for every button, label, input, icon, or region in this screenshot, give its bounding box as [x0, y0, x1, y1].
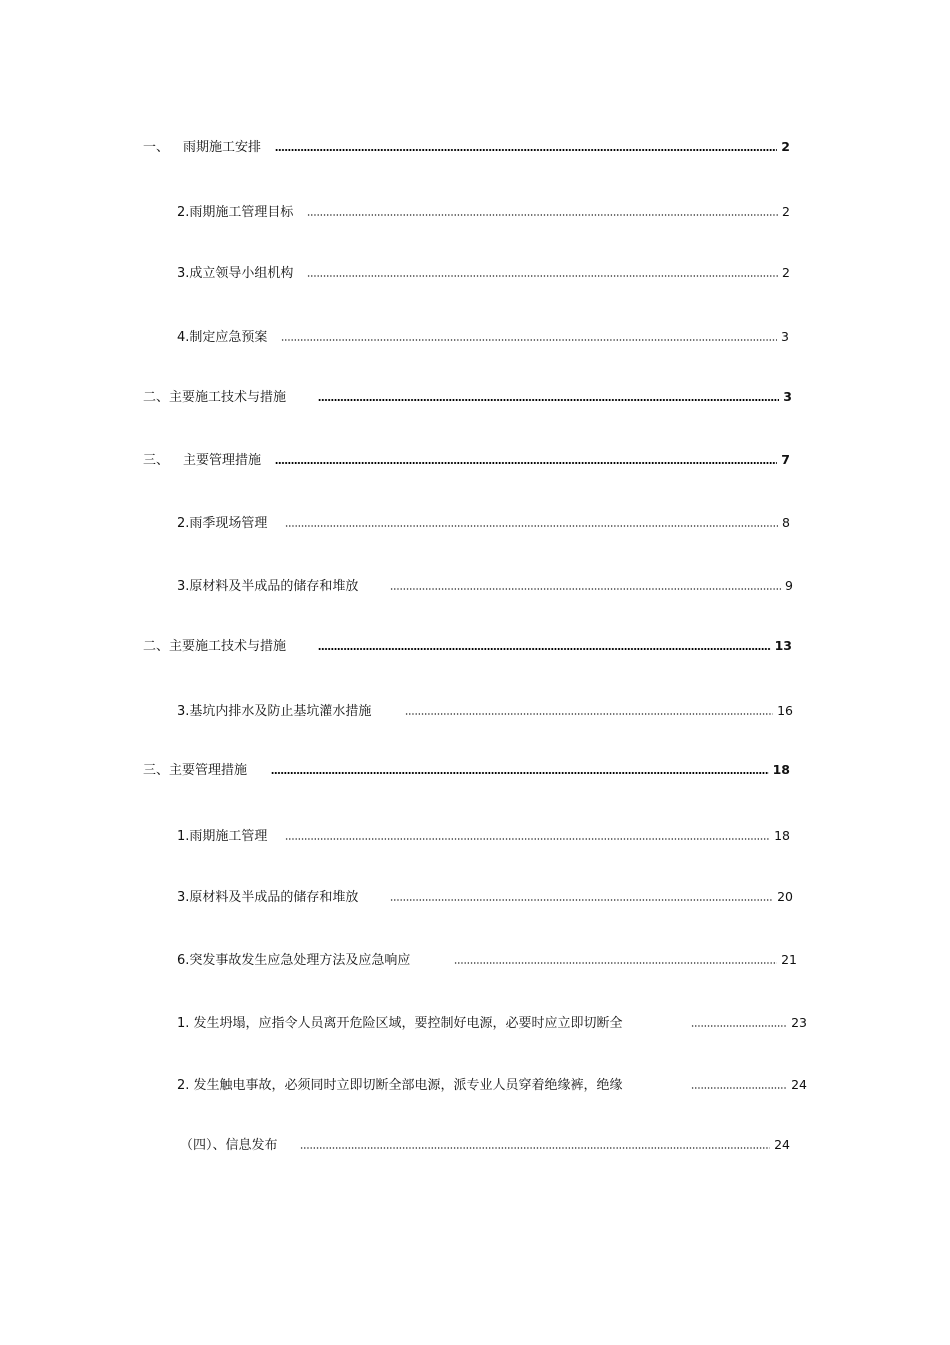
toc-entry-8[interactable] [177, 576, 793, 596]
toc-number: 一、 [143, 140, 170, 155]
toc-entry-6[interactable] [143, 450, 790, 470]
toc-title: 主要管理措施 [183, 453, 262, 468]
toc-entry-7[interactable] [177, 513, 790, 533]
dot-leader [285, 837, 770, 841]
toc-title: 主要管理措施 [169, 763, 248, 778]
toc-entry-9[interactable] [143, 636, 792, 656]
toc-entry-14[interactable] [177, 950, 797, 970]
toc-title: 发生触电事故，必须同时立即切断全部电源，派专业人员穿着绝缘裤，绝缘 [193, 1078, 623, 1093]
toc-page-number: 24 [774, 1137, 790, 1152]
toc-page-number: 8 [782, 515, 790, 530]
dot-leader [318, 398, 779, 402]
toc-title: 雨期施工管理 [189, 829, 268, 844]
toc-page-number: 23 [791, 1015, 807, 1030]
toc-entry-1[interactable] [143, 137, 790, 157]
toc-page-number: 7 [781, 452, 790, 467]
toc-title: 基坑内排水及防止基坑灌水措施 [189, 704, 372, 719]
toc-page-number: 24 [791, 1077, 807, 1092]
toc-number: 6. [177, 953, 190, 968]
toc-entry-15[interactable] [177, 1013, 807, 1033]
toc-title: 雨季现场管理 [189, 516, 268, 531]
toc-entry-10[interactable] [177, 701, 793, 721]
toc-entry-17[interactable] [180, 1135, 790, 1155]
toc-page-number: 13 [774, 638, 792, 653]
toc-number: （四）、 [180, 1138, 226, 1153]
dot-leader [405, 712, 773, 716]
dot-leader [307, 274, 778, 278]
toc-page-number: 16 [777, 703, 793, 718]
dot-leader [281, 338, 777, 342]
toc-entry-12[interactable] [177, 826, 790, 846]
toc-page-number: 3 [781, 329, 789, 344]
toc-page-number: 21 [781, 952, 797, 967]
toc-title: 雨期施工管理目标 [189, 205, 294, 220]
dot-leader [691, 1024, 788, 1028]
toc-page-number: 2 [781, 139, 790, 154]
toc-title: 原材料及半成品的储存和堆放 [189, 890, 359, 905]
toc-entry-2[interactable] [177, 202, 790, 222]
toc-entry-5[interactable] [143, 387, 792, 407]
dot-leader [390, 898, 773, 902]
toc-page-number: 3 [783, 389, 792, 404]
toc-number: 2. [177, 205, 190, 220]
dot-leader [271, 771, 769, 775]
toc-title: 雨期施工安排 [183, 140, 262, 155]
toc-number: 三、 [143, 453, 170, 468]
toc-page-number: 9 [785, 578, 793, 593]
dot-leader [307, 213, 778, 217]
dot-leader [275, 461, 777, 465]
toc-number: 二、 [143, 639, 170, 654]
toc-number: 三、 [143, 763, 170, 778]
toc-entry-4[interactable] [177, 327, 789, 347]
dot-leader [300, 1146, 771, 1150]
toc-number: 3. [177, 266, 190, 281]
toc-number: 3. [177, 579, 190, 594]
toc-number: 4. [177, 330, 190, 345]
toc-page-number: 20 [777, 889, 793, 904]
toc-number: 1. [177, 1016, 194, 1031]
dot-leader [275, 148, 777, 152]
toc-number: 3. [177, 704, 190, 719]
toc-number: 二、 [143, 390, 170, 405]
dot-leader [390, 587, 781, 591]
toc-entry-13[interactable] [177, 887, 793, 907]
toc-title: 成立领导小组机构 [189, 266, 294, 281]
toc-title: 发生坍塌，应指令人员离开危险区域，要控制好电源，必要时应立即切断全 [193, 1016, 623, 1031]
toc-number: 2. [177, 1078, 194, 1093]
dot-leader [285, 524, 778, 528]
toc-title: 突发事故发生应急处理方法及应急响应 [189, 953, 411, 968]
toc-page-number: 18 [774, 828, 790, 843]
dot-leader [454, 961, 777, 965]
toc-title: 制定应急预案 [189, 330, 268, 345]
toc-entry-3[interactable] [177, 263, 790, 283]
toc-page-number: 18 [772, 762, 790, 777]
toc-page-number: 2 [782, 204, 790, 219]
toc-number: 2. [177, 516, 190, 531]
toc-entry-16[interactable] [177, 1075, 807, 1095]
toc-title: 原材料及半成品的储存和堆放 [189, 579, 359, 594]
toc-title: 主要施工技术与措施 [169, 639, 287, 654]
toc-page-number: 2 [782, 265, 790, 280]
toc-number: 3. [177, 890, 190, 905]
toc-entry-11[interactable] [143, 760, 790, 780]
toc-title: 主要施工技术与措施 [169, 390, 287, 405]
dot-leader [691, 1086, 788, 1090]
dot-leader [318, 647, 771, 651]
toc-title: 信息发布 [225, 1138, 278, 1153]
toc-number: 1. [177, 829, 190, 844]
